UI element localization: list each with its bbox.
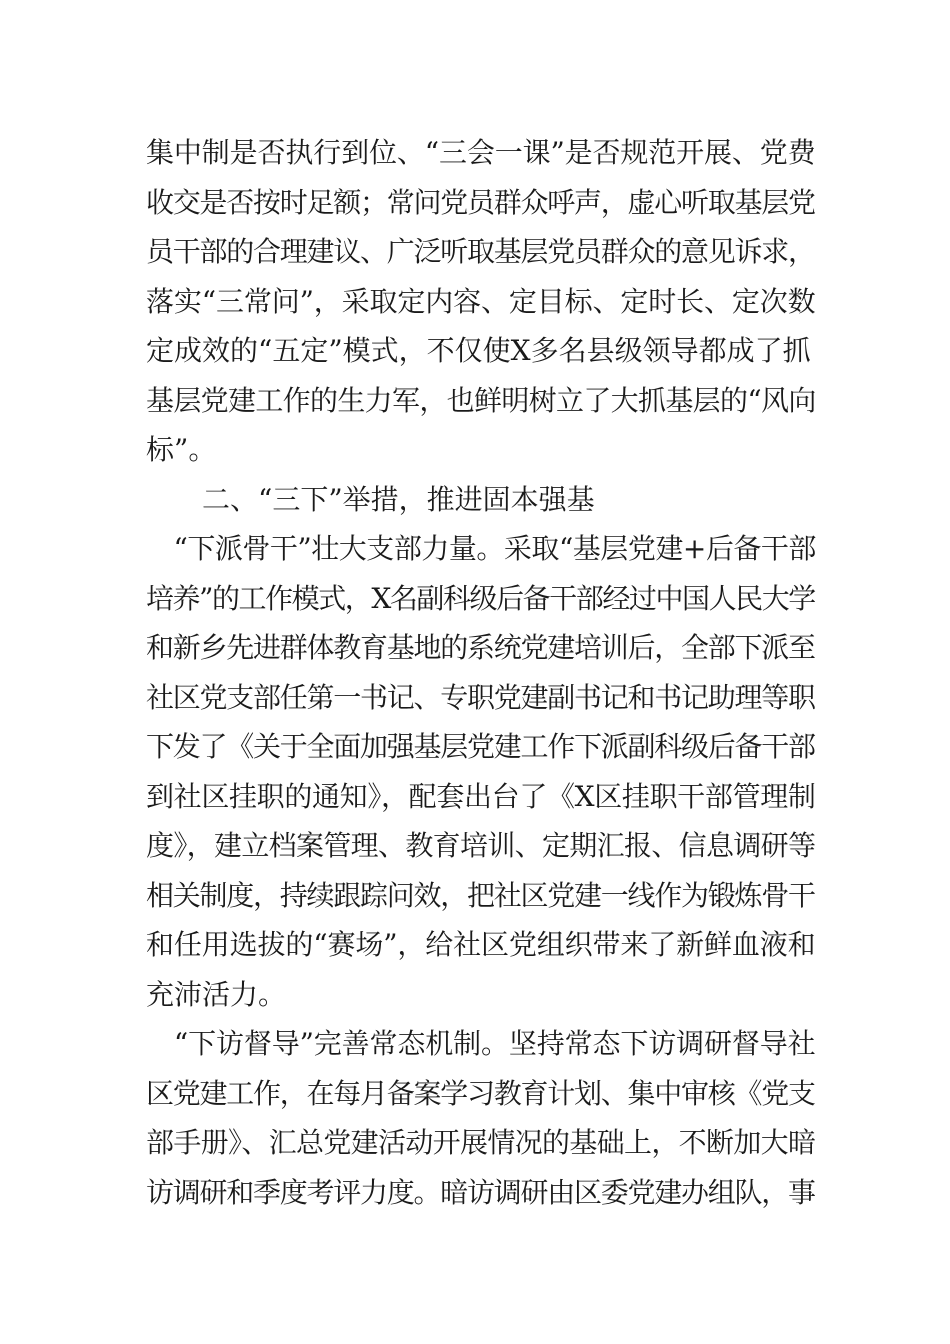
text-line: 员干部的合理建议、广泛听取基层党员群众的意见诉求， [146,235,815,268]
text-line: 和新乡先进群体教育基地的系统党建培训后，全部下派至 [146,631,815,664]
text-line: 度》，建立档案管理、教育培训、定期汇报、信息调研等 [146,829,816,862]
text-line: 培养”的工作模式，X名副科级后备干部经过中国人民大学 [146,581,815,615]
text-line: 充沛活力。 [146,977,287,1011]
text-line: “下派骨干”壮大支部力量。采取“基层党建+后备干部 [146,532,816,565]
body-text [146,128,816,1217]
section-heading: 二、“三下”举措，推进固本强基 [146,482,595,516]
text-line: 集中制是否执行到位、“三会一课”是否规范开展、党费 [146,136,816,169]
text-line: 区党建工作，在每月备案学习教育计划、集中审核《党支 [146,1076,815,1110]
text-line: 部手册》、汇总党建活动开展情况的基础上，不断加大暗 [146,1126,816,1159]
text-line: 社区党支部任第一书记、专职党建副书记和书记助理等职 [146,680,815,714]
text-line: 收交是否按时足额；常问党员群众呼声，虚心听取基层党 [146,185,815,219]
text-line: 落实“三常问”，采取定内容、定目标、定时长、定次数 [146,284,816,318]
text-line: “下访督导”完善常态机制。坚持常态下访调研督导社 [146,1027,816,1060]
text-line: 定成效的“五定”模式，不仅使X多名县级领导都成了抓 [146,334,811,367]
text-line: 访调研和季度考评力度。暗访调研由区委党建办组队，事 [146,1175,815,1209]
text-line: 到社区挂职的通知》，配套出台了《X区挂职干部管理制 [146,779,816,813]
text-line: 下发了《关于全面加强基层党建工作下派副科级后备干部 [146,730,815,763]
text-line: 和任用选拔的“赛场”，给社区党组织带来了新鲜血液和 [146,928,816,961]
text-line: 相关制度，持续跟踪问效，把社区党建一线作为锻炼骨干 [146,878,815,912]
text-line: 基层党建工作的生力军，也鲜明树立了大抓基层的“风向 [146,383,816,417]
text-line: 标”。 [146,433,217,466]
